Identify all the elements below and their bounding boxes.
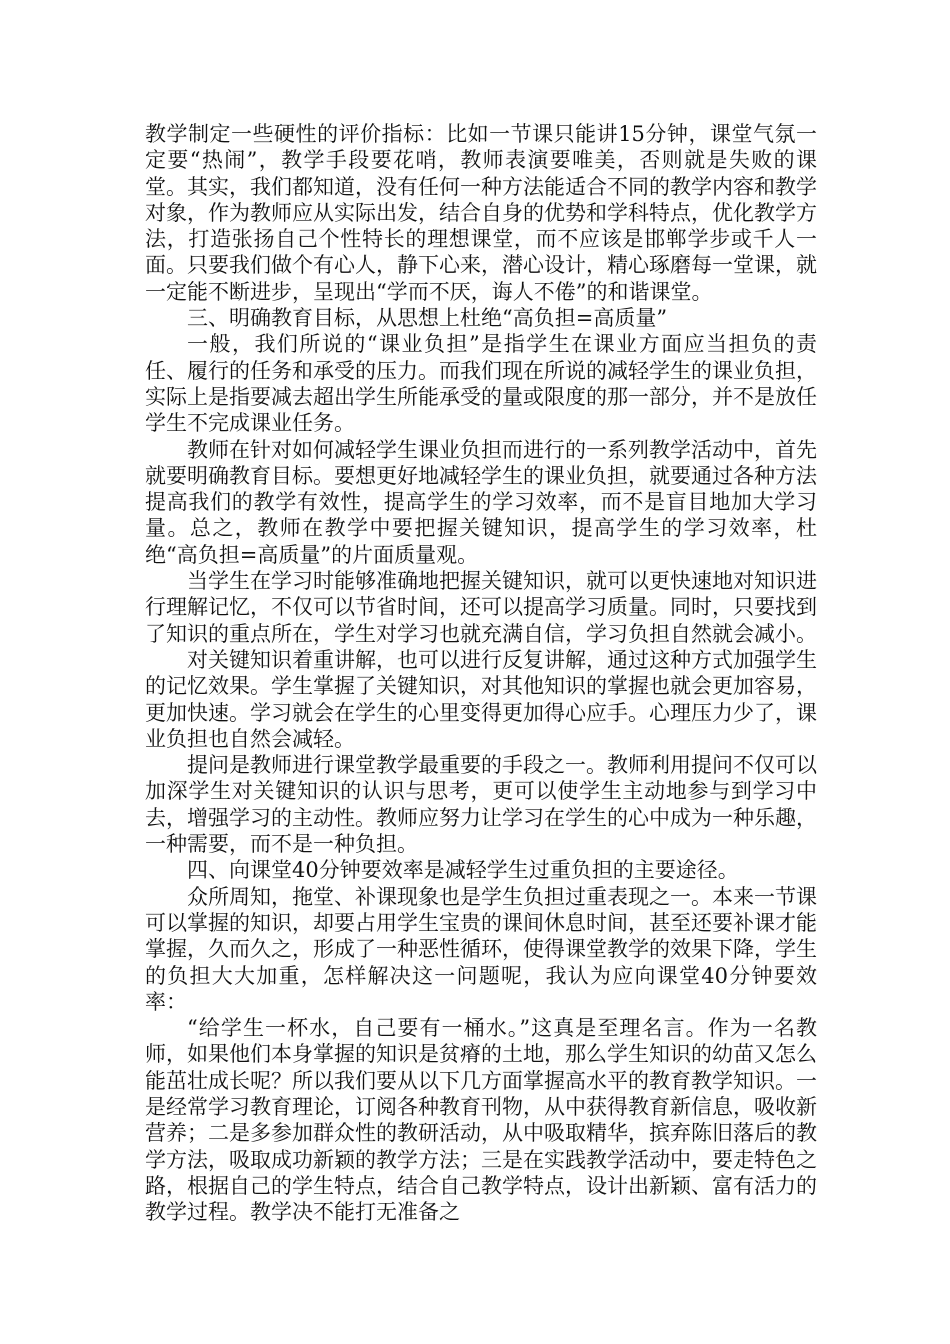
paragraph: 众所周知，拖堂、补课现象也是学生负担过重表现之一。本来一节课可以掌握的知识，却要占用学生宝贵的课间休息时间，甚至还要补课才能掌握，久而久之，形成了一种恶性循环，使得课堂教学的效果下降，学生的负担大大加重，怎样解决这一问题呢，我认为应向课堂40分钟要效率：	[145, 884, 817, 1014]
section-heading-three: 三、明确教育目标，从思想上杜绝“高负担=高质量”	[187, 306, 668, 331]
paragraph: “给学生一杯水，自己要有一桶水。”这真是至理名言。作为一名教师，如果他们本身掌握的知识是贫瘠的土地，那么学生知识的幼苗又怎么能茁壮成长呢？所以我们要从以下几方面掌握高水平的教育教学知识。一是经常学习教育理论，订阅各种教育刊物，从中获得教育新信息，吸收新营养；二是多参加群众性的教研活动，从中吸取精华，摈弃陈旧落后的教学方法，吸取成功新颖的教学方法；三是在实践教学活动中，要走特色之路，根据自己的学生特点，结合自己教学特点，设计出新颖、富有活力的教学过程。教学决不能打无准备之	[145, 1016, 817, 1225]
paragraph: 一般，我们所说的“课业负担”是指学生在课业方面应当担负的责任、履行的任务和承受的压力。而我们现在所说的减轻学生的课业负担，实际上是指要减去超出学生所能承受的量或限度的那一部分，并不是放任学生不完成课业任务。	[145, 332, 817, 436]
document-page	[145, 121, 817, 1225]
paragraph-continuation: 教学制定一些硬性的评价指标：比如一节课只能讲15分钟，课堂气氛一定要“热闹”，教学手段要花哨，教师表演要唯美，否则就是失败的课堂。其实，我们都知道，没有任何一种方法能适合不同的教学内容和教学对象，作为教师应从实际出发，结合自身的优势和学科特点，优化教学方法，打造张扬自己个性特长的理想课堂，而不应该是邯郸学步或千人一面。只要我们做个有心人，静下心来，潜心设计，精心琢磨每一堂课，就一定能不断进步，呈现出“学而不厌，诲人不倦”的和谐课堂。	[145, 122, 817, 304]
paragraph: 提问是教师进行课堂教学最重要的手段之一。教师利用提问不仅可以加深学生对关键知识的认识与思考，更可以使学生主动地参与到学习中去，增强学习的主动性。教师应努力让学习在学生的心中成为一种乐趣，一种需要，而不是一种负担。	[145, 753, 817, 857]
paragraph: 教师在针对如何减轻学生课业负担而进行的一系列教学活动中，首先就要明确教育目标。要想更好地减轻学生的课业负担，就要通过各种方法提高我们的教学有效性，提高学生的学习效率，而不是盲目地加大学习量。总之，教师在教学中要把握关键知识，提高学生的学习效率，杜绝“高负担=高质量”的片面质量观。	[145, 437, 817, 567]
paragraph: 当学生在学习时能够准确地把握关键知识，就可以更快速地对知识进行理解记忆，不仅可以节省时间，还可以提高学习质量。同时，只要找到了知识的重点所在，学生对学习也就充满自信，学习负担自然就会减小。	[145, 569, 817, 646]
section-heading-four: 四、向课堂40分钟要效率是减轻学生过重负担的主要途径。	[187, 858, 739, 883]
paragraph: 对关键知识着重讲解，也可以进行反复讲解，通过这种方式加强学生的记忆效果。学生掌握了关键知识，对其他知识的掌握也就会更加容易，更加快速。学习就会在学生的心里变得更加得心应手。心理压力少了，课业负担也自然会减轻。	[145, 647, 817, 751]
